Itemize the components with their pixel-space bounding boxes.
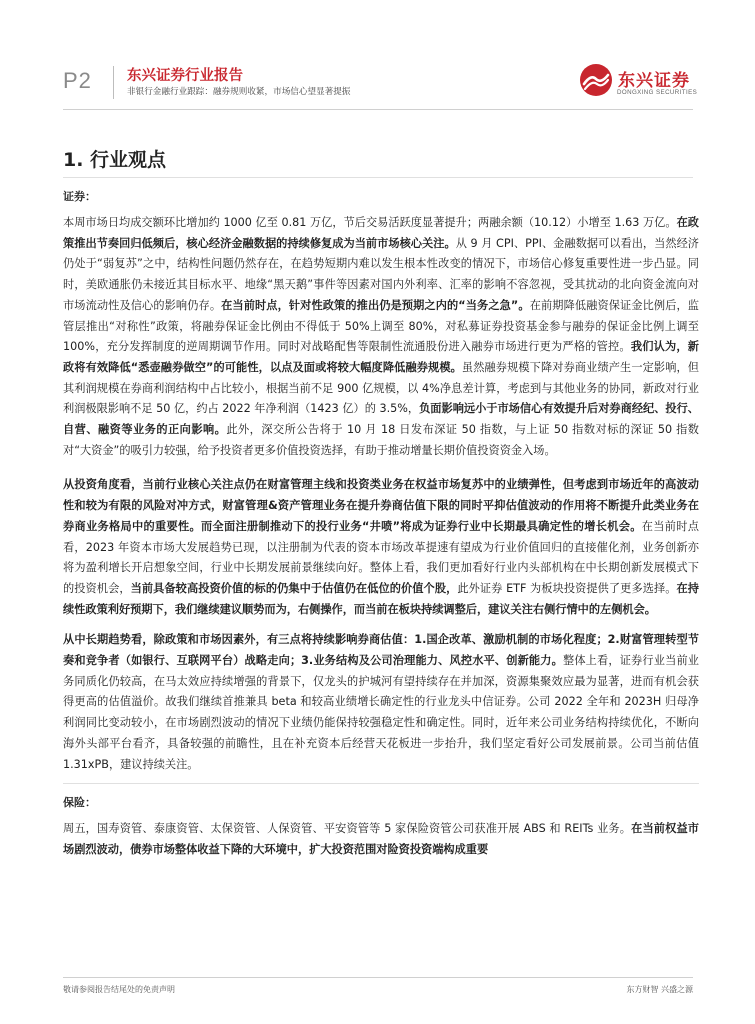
text-run: 周五，国寿资管、泰康资管、太保资管、人保资管、平安资管等 5 家保险资管公司获准开展 ABS 和 REITs 业务。	[63, 822, 632, 836]
section-title-rule	[63, 177, 693, 178]
text-run: 整体上看，证券行业当前业务同质化仍较高，在马太效应持续增强的背景下，仅龙头的护城河有望持续存在并加深，资源集聚效应最为显著，进而有机会获得更高的估值溢价。故我们继续首推兼具 beta 和较高业绩增长确定性的行业龙头中信证券。公司 2022 全年和 2023H 归母净利润同比变动较小，在市场剧烈波动的情况下业绩仍能保持较强稳定性和确定性。同时，近年来公司业务结构持续优化，不断向海外头部平台看齐，具备较强的前瞻性，且在补充资本后经营天花板进一步抬升，我们坚定看好公司发展前景。公司当前估值 1.31xPB，建议持续关注。	[63, 654, 699, 771]
emphasis-run: 当前具备较高投资价值的标的仍集中于估值仍在低位的价值个股，	[130, 581, 458, 595]
header-divider	[113, 66, 114, 99]
report-body	[63, 188, 699, 861]
securities-paragraph-3	[63, 630, 699, 775]
emphasis-run: 从投资角度看，当前行业核心关注点仍在财富管理主线和投资类业务在权益市场复苏中的业绩弹性，但考虑到市场近年的高波动性和较为有限的风险对冲方式，财富管理&资产管理业务在提升券商估值下限的同时平抑估值波动的作用将不断提升此类业务在券商业务格局中的重要性。而全面注册制推动下的投行业务“井喷”将成为证券行业中长期最具确定性的增长机会。	[63, 478, 699, 533]
spacer	[63, 620, 699, 630]
text-run: 在当前时点看，2023 年资本市场大发展趋势已现，以注册制为代表的资本市场改革提速有望成为行业价值回归的直接催化剂，业务创新亦将为盈利增长开启想象空间，行业中长期发展前景继续向好。整体上看，我们更加看好行业内头部机构在中长期创新发展模式下的投资机会，	[63, 519, 699, 595]
report-title: 东兴证券行业报告	[127, 68, 243, 84]
text-run: 在前期降低融资保证金比例后，监管层推出“对称性”政策，将融券保证金比例由不得低于 50%上调至 80%，对私募证券投资基金参与融券的保证金比例上调至 100%，充分发挥制度的逆周期调节作用。同时对战略配售等限制性流通股份进入融券市场进行更为严格的管控。	[63, 298, 699, 354]
section-title: 1. 行业观点	[63, 149, 167, 171]
text-run: 虽然融券规模下降对券商业绩产生一定影响，但其利润规模在券商利润结构中占比较小，根据当前不足 900 亿规模，以 4%净息差计算，考虑到与其他业务的协同，新政对行业利润极限影响不足 50 亿，约占 2022 年净利润（1423 亿）的 3.5%，	[63, 360, 699, 416]
spacer	[63, 461, 699, 475]
text-run: 从 9 月 CPI、PPI、金融数据可以看出，当然经济仍处于“弱复苏”之中，结构性问题仍然存在，在趋势短期内难以发生根本性改变的情况下，市场信心修复重要性进一步凸显。同时，美欧通胀仍未接近其目标水平、地缘“黑天鹅”事件等因素对国内外利率、汇率的影响不容忽视，受其扰动的北向资金流向对市场流动性及信心的影响仍存。	[63, 236, 699, 312]
emphasis-run: 在当前权益市场剧烈波动，债券市场整体收益下降的大环境中，扩大投资范围对险资投资端构成重要	[63, 822, 699, 856]
emphasis-run: 在当前时点，针对性政策的推出仍是预期之内的“当务之急”。	[221, 298, 530, 312]
emphasis-run: 我们认为，新政将有效降低“悉壶融券做空”的可能性，以点及面或将较大幅度降低融券规模。	[63, 340, 699, 374]
logo-mark-icon	[578, 62, 614, 98]
emphasis-run: 在政策推出节奏回归低频后，核心经济金融数据的持续修复成为当前市场核心关注。	[63, 216, 699, 250]
logo-chinese-name: 东兴证券	[618, 71, 690, 91]
company-logo	[578, 62, 728, 102]
page-number: P2	[63, 68, 92, 93]
insurance-paragraph-1	[63, 819, 699, 860]
securities-paragraph-2	[63, 475, 699, 620]
header-rule	[63, 109, 693, 110]
emphasis-run: 负面影响远小于市场信心有效提升后对券商经纪、投行、自营、融资等业务的正向影响。	[63, 402, 699, 437]
text-run: 此外，深交所公告将于 10 月 18 日发布深证 50 指数，与上证 50 指数对标的深证 50 指数对“大资金”的吸引力较强，给予投资者更多价值投资选择，有助于推动增量长期价值投资资金入场。	[63, 423, 699, 457]
securities-heading: 证券：	[63, 190, 96, 203]
emphasis-run: 从中长期趋势看，除政策和市场因素外，有三点将持续影响券商估值：1.国企改革、激励机制的市场化程度；2.财富管理转型节奏和竞争者（如银行、互联网平台）战略走向；3.业务结构及公司治理能力、风控水平、创新能力。	[63, 633, 699, 668]
text-run: 此外证券 ETF 为板块投资提供了更多选择。	[457, 581, 677, 595]
securities-paragraph-1	[63, 213, 699, 461]
text-run: 本周市场日均成交额环比增加约 1000 亿至 0.81 万亿，节后交易活跃度显著提升；两融余额（10.12）小增至 1.63 万亿。	[63, 216, 677, 229]
insurance-heading: 保险：	[63, 796, 96, 810]
footer-rule	[63, 977, 693, 978]
footer-disclaimer: 敬请参阅报告结尾处的免责声明	[63, 985, 175, 994]
logo-english-name: DONGXING SECURITIES	[617, 89, 698, 96]
emphasis-run: 在持续性政策利好预期下，我们继续建议顺势而为，右侧操作，而当前在板块持续调整后，建议关注右侧行情中的左侧机会。	[63, 581, 699, 616]
footer-slogan: 东方财智 兴盛之源	[626, 985, 693, 994]
section-divider	[63, 783, 699, 784]
report-subtitle: 非银行金融行业跟踪：融券规则收紧，市场信心望显著提振	[127, 87, 351, 97]
